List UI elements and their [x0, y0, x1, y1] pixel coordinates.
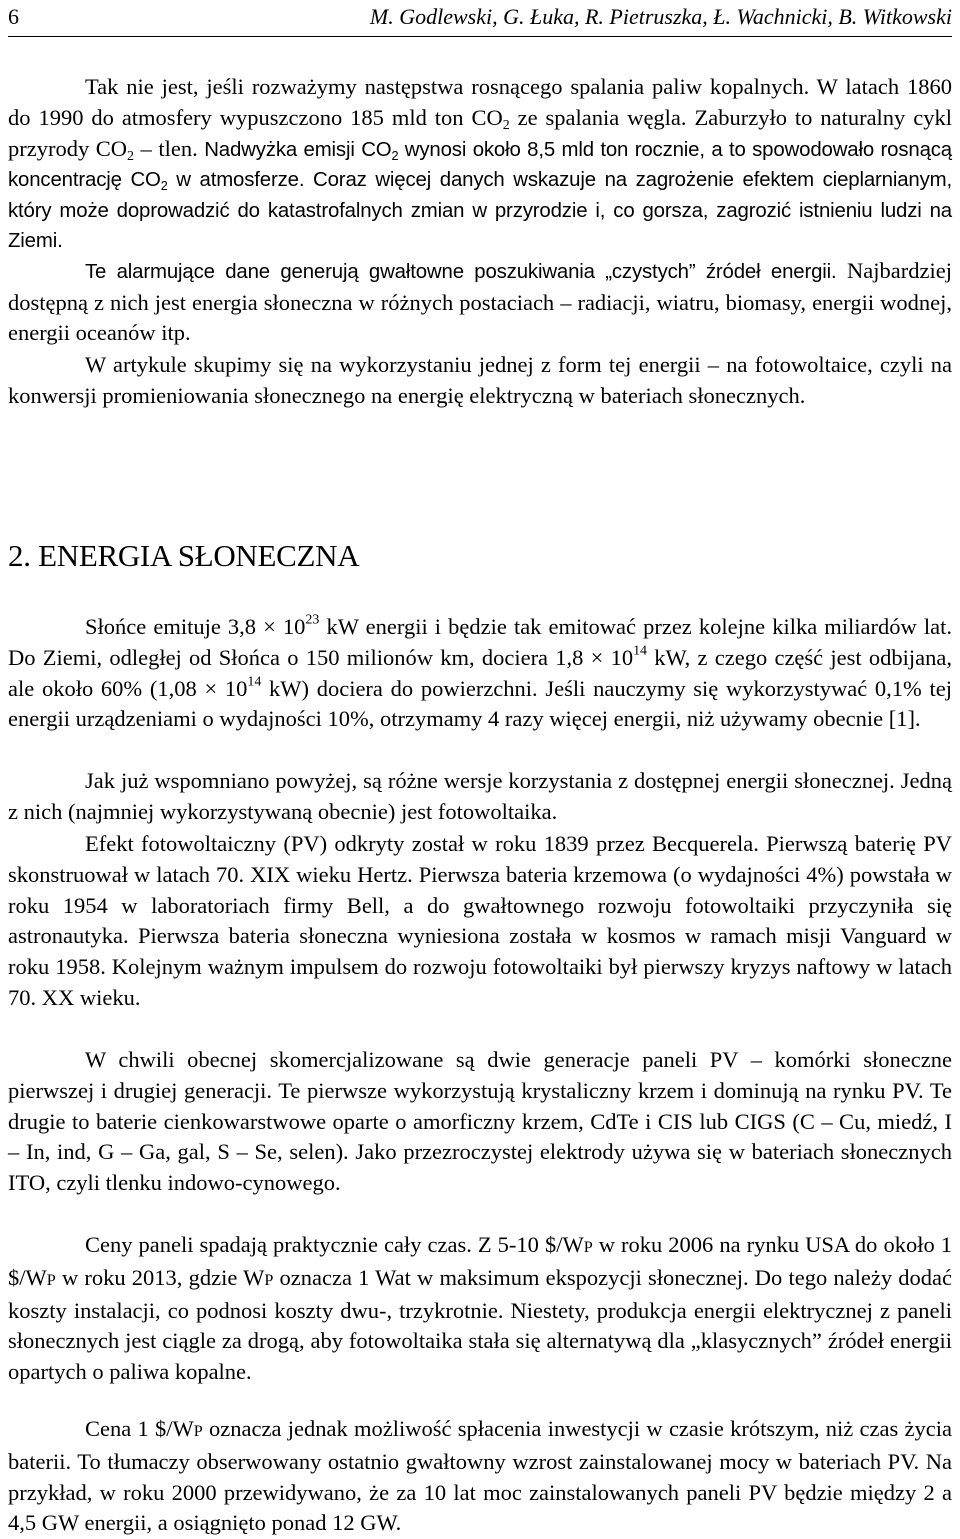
- paragraph: [8, 1414, 952, 1539]
- text-run: Tak nie jest, jeśli rozważymy następstwa rosnącego spalania paliw kopalnych. W latach 1860 do 1990 do atmosfery wypuszczono 185 mld ton CO: [8, 74, 952, 130]
- text-run: Jak już wspomniano powyżej, są różne wersje korzystania z dostępnej energii słonecznej.: [85, 768, 895, 793]
- text-run: Efekt fotowoltaiczny (PV) odkryty został w roku 1839 przez Becquerela. Pierwszą baterię PV skonstruował w latach 70. XIX wieku Hertz.: [8, 831, 952, 887]
- subscript: 2: [160, 178, 168, 193]
- text-run: Pierwsza bateria słoneczna wyniesiona została w kosmos w ramach misji Vanguard w roku 1958.: [8, 923, 952, 980]
- text-run: W chwili obecnej skomercjalizowane są dwie generacje paneli PV – komórki słoneczne pierwszej i drugiej generacji.: [8, 1047, 952, 1103]
- superscript: 23: [305, 612, 320, 628]
- subscript: 2: [391, 148, 399, 163]
- small-caps-subscript: P: [46, 1270, 56, 1289]
- page-number: 6: [8, 4, 19, 29]
- text-run: w roku 2006 na rynku USA do około 1 $/W: [8, 1232, 952, 1290]
- text-run: Ceny paneli spadają praktycznie cały czas.: [85, 1232, 472, 1257]
- small-caps-subscript: P: [193, 1422, 203, 1440]
- text-run: wynosi około 8,5 mld ton rocznie, a to spowodowało rosnącą koncentrację CO: [8, 138, 952, 192]
- running-header-authors: M. Godlewski, G. Łuka, R. Pietruszka, Ł. Wachnicki, B. Witkowski: [369, 4, 952, 29]
- paragraph: [8, 72, 952, 257]
- text-run: Te drugie to baterie cienkowarstwowe oparte o amorficzny krzem, CdTe i CIS lub CIGS (C – Cu, miedź, I – In, ind, G – Ga, gal, S – Se, selen). Jako przezroczystej elektrody używa się w bateriach słonecznych ITO, czyli tlenku indowo-cynowego.: [8, 1077, 952, 1196]
- paragraph: [8, 829, 952, 1014]
- text-run: Najbardziej dostępną z nich jest energia słoneczna w różnych postaciach – radiacji, wiatru, biomasy, energii wodnej, energii oceanów itp.: [8, 258, 952, 346]
- small-caps-subscript: P: [583, 1238, 593, 1256]
- section-heading: 2. ENERGIA SŁONECZNA: [8, 538, 360, 573]
- text-run: w atmosferze. Coraz więcej danych wskazuje na zagrożenie efektem cieplarnianym, który może doprowadzić do katastrofalnych zmian w przyrodzie i, co gorsza, zagrozić istnieniu ludzi na Ziemi.: [8, 169, 953, 253]
- text-run: Do tego należy dodać koszty instalacji, co podnosi koszty dwu-, trzykrotnie. Niestety, produkcja energii elektrycznej z paneli słonecznych jest ciągle za drogą, aby fotowoltaika stała się alternatywą dla „klasycznych” źródeł energii opartych o paliwa kopalne.: [8, 1264, 953, 1385]
- small-caps-subscript: P: [264, 1270, 274, 1289]
- text-run: To tłumaczy obserwowany ostatnio gwałtowny wzrost zainstalowanej mocy w bateriach PV. Na przykład, w roku 2000 przewidywano, że za 10 lat moc zainstalowanych paneli PV będzie między 2 a 4,5 GW energii, a osiągnięto ponad 12 GW.: [8, 1448, 952, 1536]
- header-rule: [8, 36, 952, 37]
- text-run: Kolejnym ważnym impulsem do rozwoju fotowoltaiki był pierwszy kryzys naftowy w latach 70. XX wieku.: [8, 954, 953, 1010]
- text-run: w roku 2013, gdzie W: [55, 1264, 265, 1290]
- text-run: Jedną z nich (najmniej wykorzystywaną obecnie) jest fotowoltaika.: [8, 768, 952, 824]
- paragraph: [8, 1230, 952, 1388]
- text-run: Pierwsza bateria krzemowa (o wydajności 4%) powstała w roku 1954 w laboratoriach firmy Bell, a do gwałtownego rozwoju fotowoltaiki przyczyniła się astronautyka.: [8, 861, 952, 949]
- superscript: 14: [247, 674, 262, 690]
- subscript: 2: [502, 117, 510, 133]
- text-run: kW, z czego część jest odbijana, ale około 60% (1,08 × 10: [8, 644, 952, 701]
- superscript: 14: [633, 643, 648, 659]
- text-run: kW energii i będzie tak emitować przez kolejne kilka miliardów lat.: [319, 614, 952, 639]
- paragraph: [8, 1045, 952, 1199]
- subscript: 2: [127, 148, 135, 164]
- text-run: Z 5-10 $/W: [471, 1232, 584, 1257]
- text-run: oznacza 1 Wat w maksimum ekspozycji słonecznej.: [273, 1264, 749, 1290]
- text-run: – tlen.: [134, 135, 198, 161]
- text-run: Słońce emituje 3,8 × 10: [85, 614, 306, 639]
- text-run: Cena 1 $/W: [85, 1416, 194, 1441]
- paragraph: W artykule skupimy się na wykorzystaniu jednej z form tej energii – na fotowoltaice, czyli na konwersji promieniowania słonecznego na energię elektryczną w bateriach słonecznych.: [8, 352, 952, 408]
- text-run: oznacza jednak możliwość spłacenia inwestycji w czasie krótszym, niż czas życia baterii.: [8, 1416, 952, 1474]
- text-run: Do Ziemi, odległej od Słońca o 150 milionów km, dociera 1,8 × 10: [8, 644, 634, 670]
- text-run: Nadwyżka emisji CO: [197, 138, 392, 161]
- text-run: Te pierwsze wykorzystują krystaliczny krzem i dominują na rynku PV.: [272, 1077, 924, 1103]
- paragraph: [8, 256, 952, 349]
- text-run: Te alarmujące dane generują gwałtowne poszukiwania „czystych” źródeł energii.: [85, 261, 837, 283]
- text-run: ze spalania węgla. Zaburzyło to naturalny cykl przyrody CO: [8, 104, 952, 161]
- text-run: kW) dociera do powierzchni. Jeśli nauczymy się wykorzystywać 0,1% tej energii urządzeniami o wydajności 10%, otrzymamy 4 razy więcej energii, niż używamy obecnie [1].: [8, 675, 952, 732]
- paragraph: [8, 766, 952, 828]
- running-header: [8, 2, 952, 32]
- paragraph: [8, 612, 952, 735]
